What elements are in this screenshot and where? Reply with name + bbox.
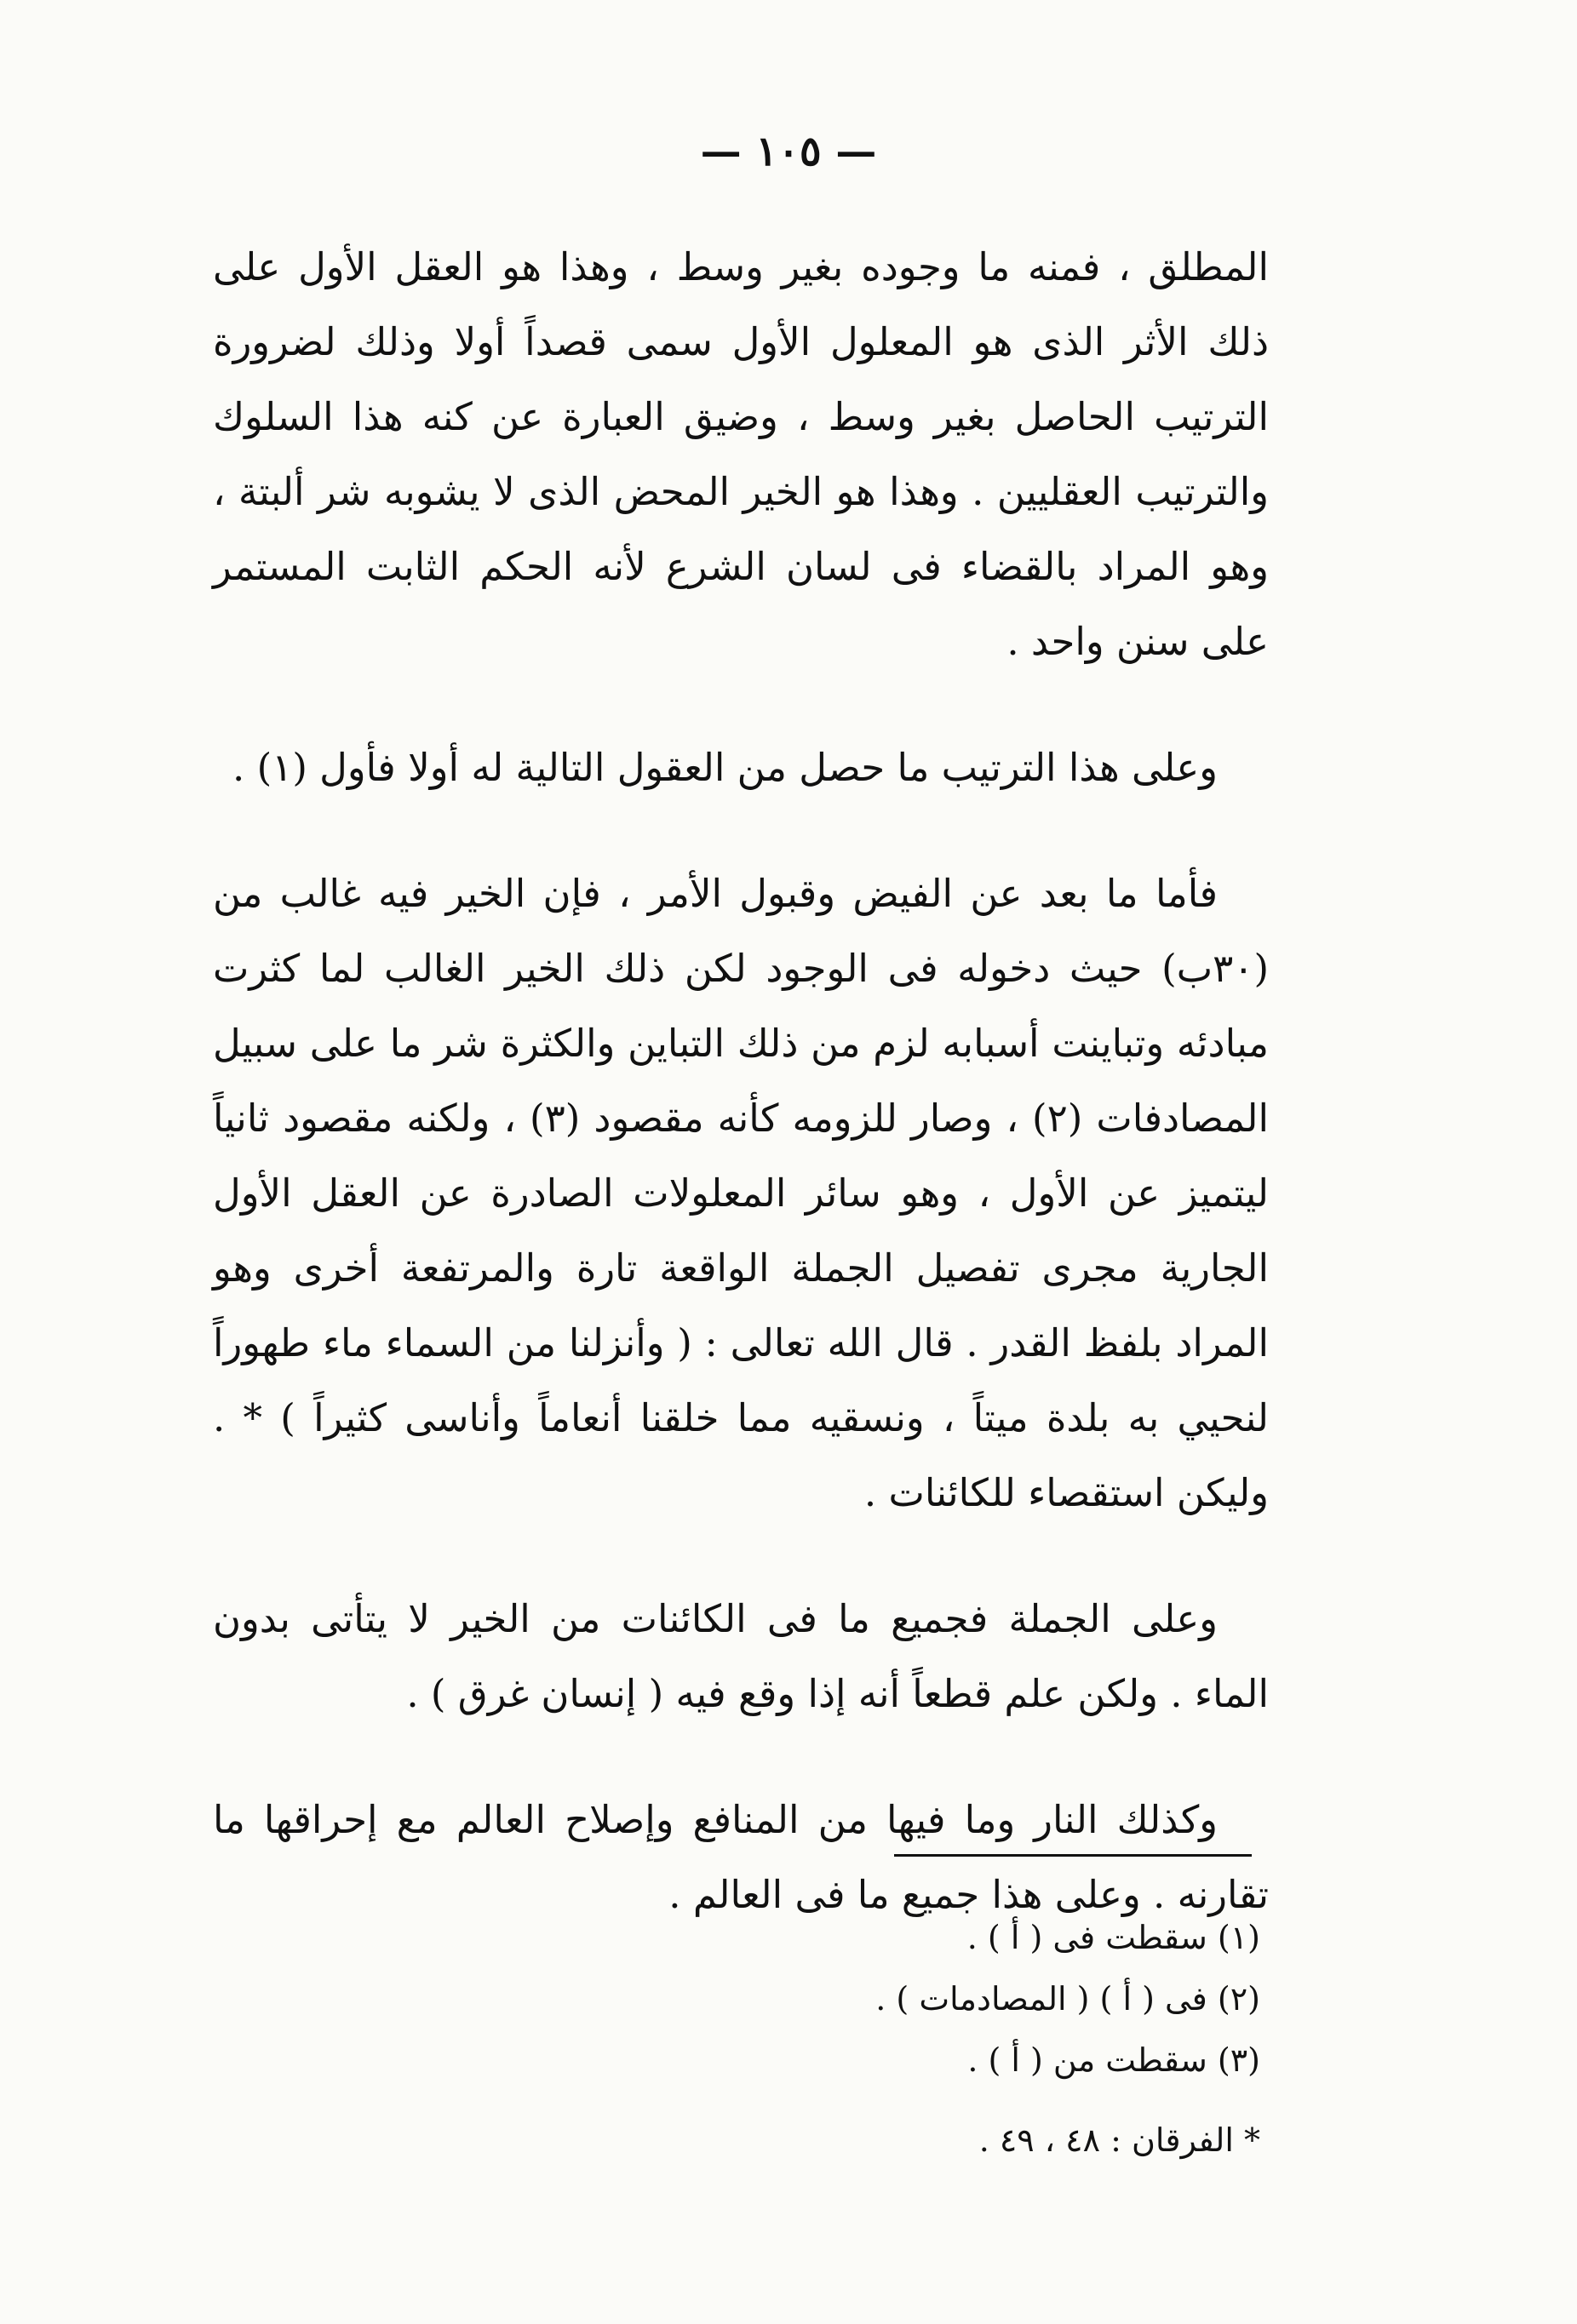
footnotes [875,1907,1260,2171]
footnote-divider [894,1854,1252,1857]
footnote: (٣) سقطت من ( أ ) . [967,2041,1260,2079]
paragraph: وكذلك النار وما فيها من المنافع وإصلاح العالم مع إحراقها ما تقارنه . وعلى هذا جميع ما فى العالم . [213,1797,1269,1917]
paragraph: فأما ما بعد عن الفيض وقبول الأمر ، فإن الخير فيه غالب من (٣٠ب) حيث دخوله فى الوجود لكن ذلك الخير الغالب لما كثرت مبادئه وتباينت أسبابه لزم من ذلك التباين والكثرة شر ما على سبيل المصادفات (٢) ، وصار للزومه كأنه مقصود (٣) ، ولكنه مقصود ثانياً ليتميز عن الأول ، وهو سائر المعلولات الصادرة عن العقل الأول الجارية مجرى تفصيل الجملة الواقعة تارة والمرتفعة أخرى وهو المراد بلفظ القدر . قال الله تعالى : ( وأنزلنا من السماء ماء طهوراً لنحيي به بلدة ميتاً ، ونسقيه مما خلقنا أنعاماً وأناسى كثيراً ) * . وليكن استقصاء للكائنات . [213,871,1269,1515]
footnote: (٢) فى ( أ ) ( المصادمات ) . [875,1980,1260,2018]
paragraph: المطلق ، فمنه ما وجوده بغير وسط ، وهذا هو العقل الأول على ذلك الأثر الذى هو المعلول الأول سمى قصداً أولا وذلك لضرورة الترتيب الحاصل بغير وسط ، وضيق العبارة عن كنه هذا السلوك والترتيب العقليين . وهذا هو الخير المحض الذى لا يشوبه شر ألبتة ، وهو المراد بالقضاء فى لسان الشرع لأنه الحكم الثابت المستمر على سنن واحد . [213,244,1269,664]
footnote: (١) سقطت فى ( أ ) . [966,1919,1260,1956]
main-text [213,230,1269,1932]
footnote: * الفرقان : ٤٨ ، ٤٩ . [978,2121,1260,2159]
paragraph: وعلى هذا الترتيب ما حصل من العقول التالية له أولا فأول (١) . [232,745,1218,790]
paragraph: وعلى الجملة فجميع ما فى الكائنات من الخير لا يتأتى بدون الماء . ولكن علم قطعاً أنه إذا وقع فيه ( إنسان غرق ) . [213,1596,1269,1716]
page-number: — ١٠٥ — [700,128,877,175]
